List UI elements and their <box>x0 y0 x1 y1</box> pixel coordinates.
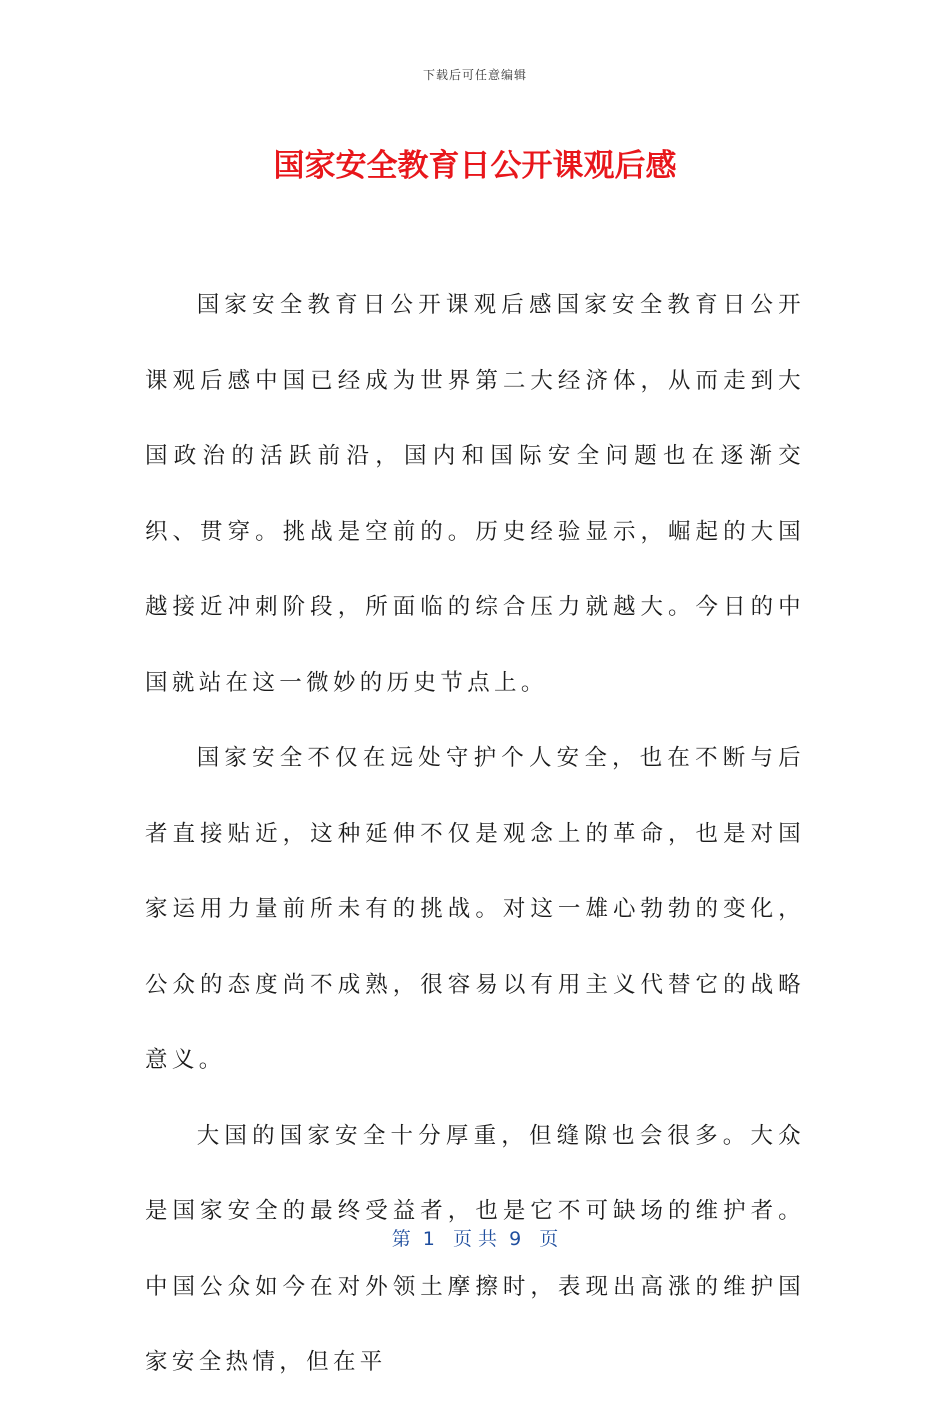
header-note: 下载后可任意编辑 <box>422 68 527 82</box>
paragraph: 国家安全教育日公开课观后感国家安全教育日公开课观后感中国已经成为世界第二大经济体，从而走到大国政治的活跃前沿，国内和国际安全问题也在逐渐交织、贯穿。挑战是空前的。历史经验显示，崛起的大国越接近冲刺阶段，所面临的综合压力就越大。今日的中国就站在这一微妙的历史节点上。 <box>145 292 805 696</box>
paragraph: 国家安全不仅在远处守护个人安全，也在不断与后者直接贴近，这种延伸不仅是观念上的革命，也是对国家运用力量前所未有的挑战。对这一雄心勃勃的变化，公众的态度尚不成熟，很容易以有用主义代替它的战略意义。 <box>145 745 805 1073</box>
document-title: 国家安全教育日公开课观后感 <box>273 148 677 184</box>
page-number-footer: 第 1 页 共 9 页 <box>391 1228 559 1250</box>
paragraph: 大国的国家安全十分厚重，但缝隙也会很多。大众是国家安全的最终受益者，也是它不可缺场的维护者。中国公众如今在对外领土摩擦时，表现出高涨的维护国家安全热情，但在平 <box>145 1122 805 1375</box>
